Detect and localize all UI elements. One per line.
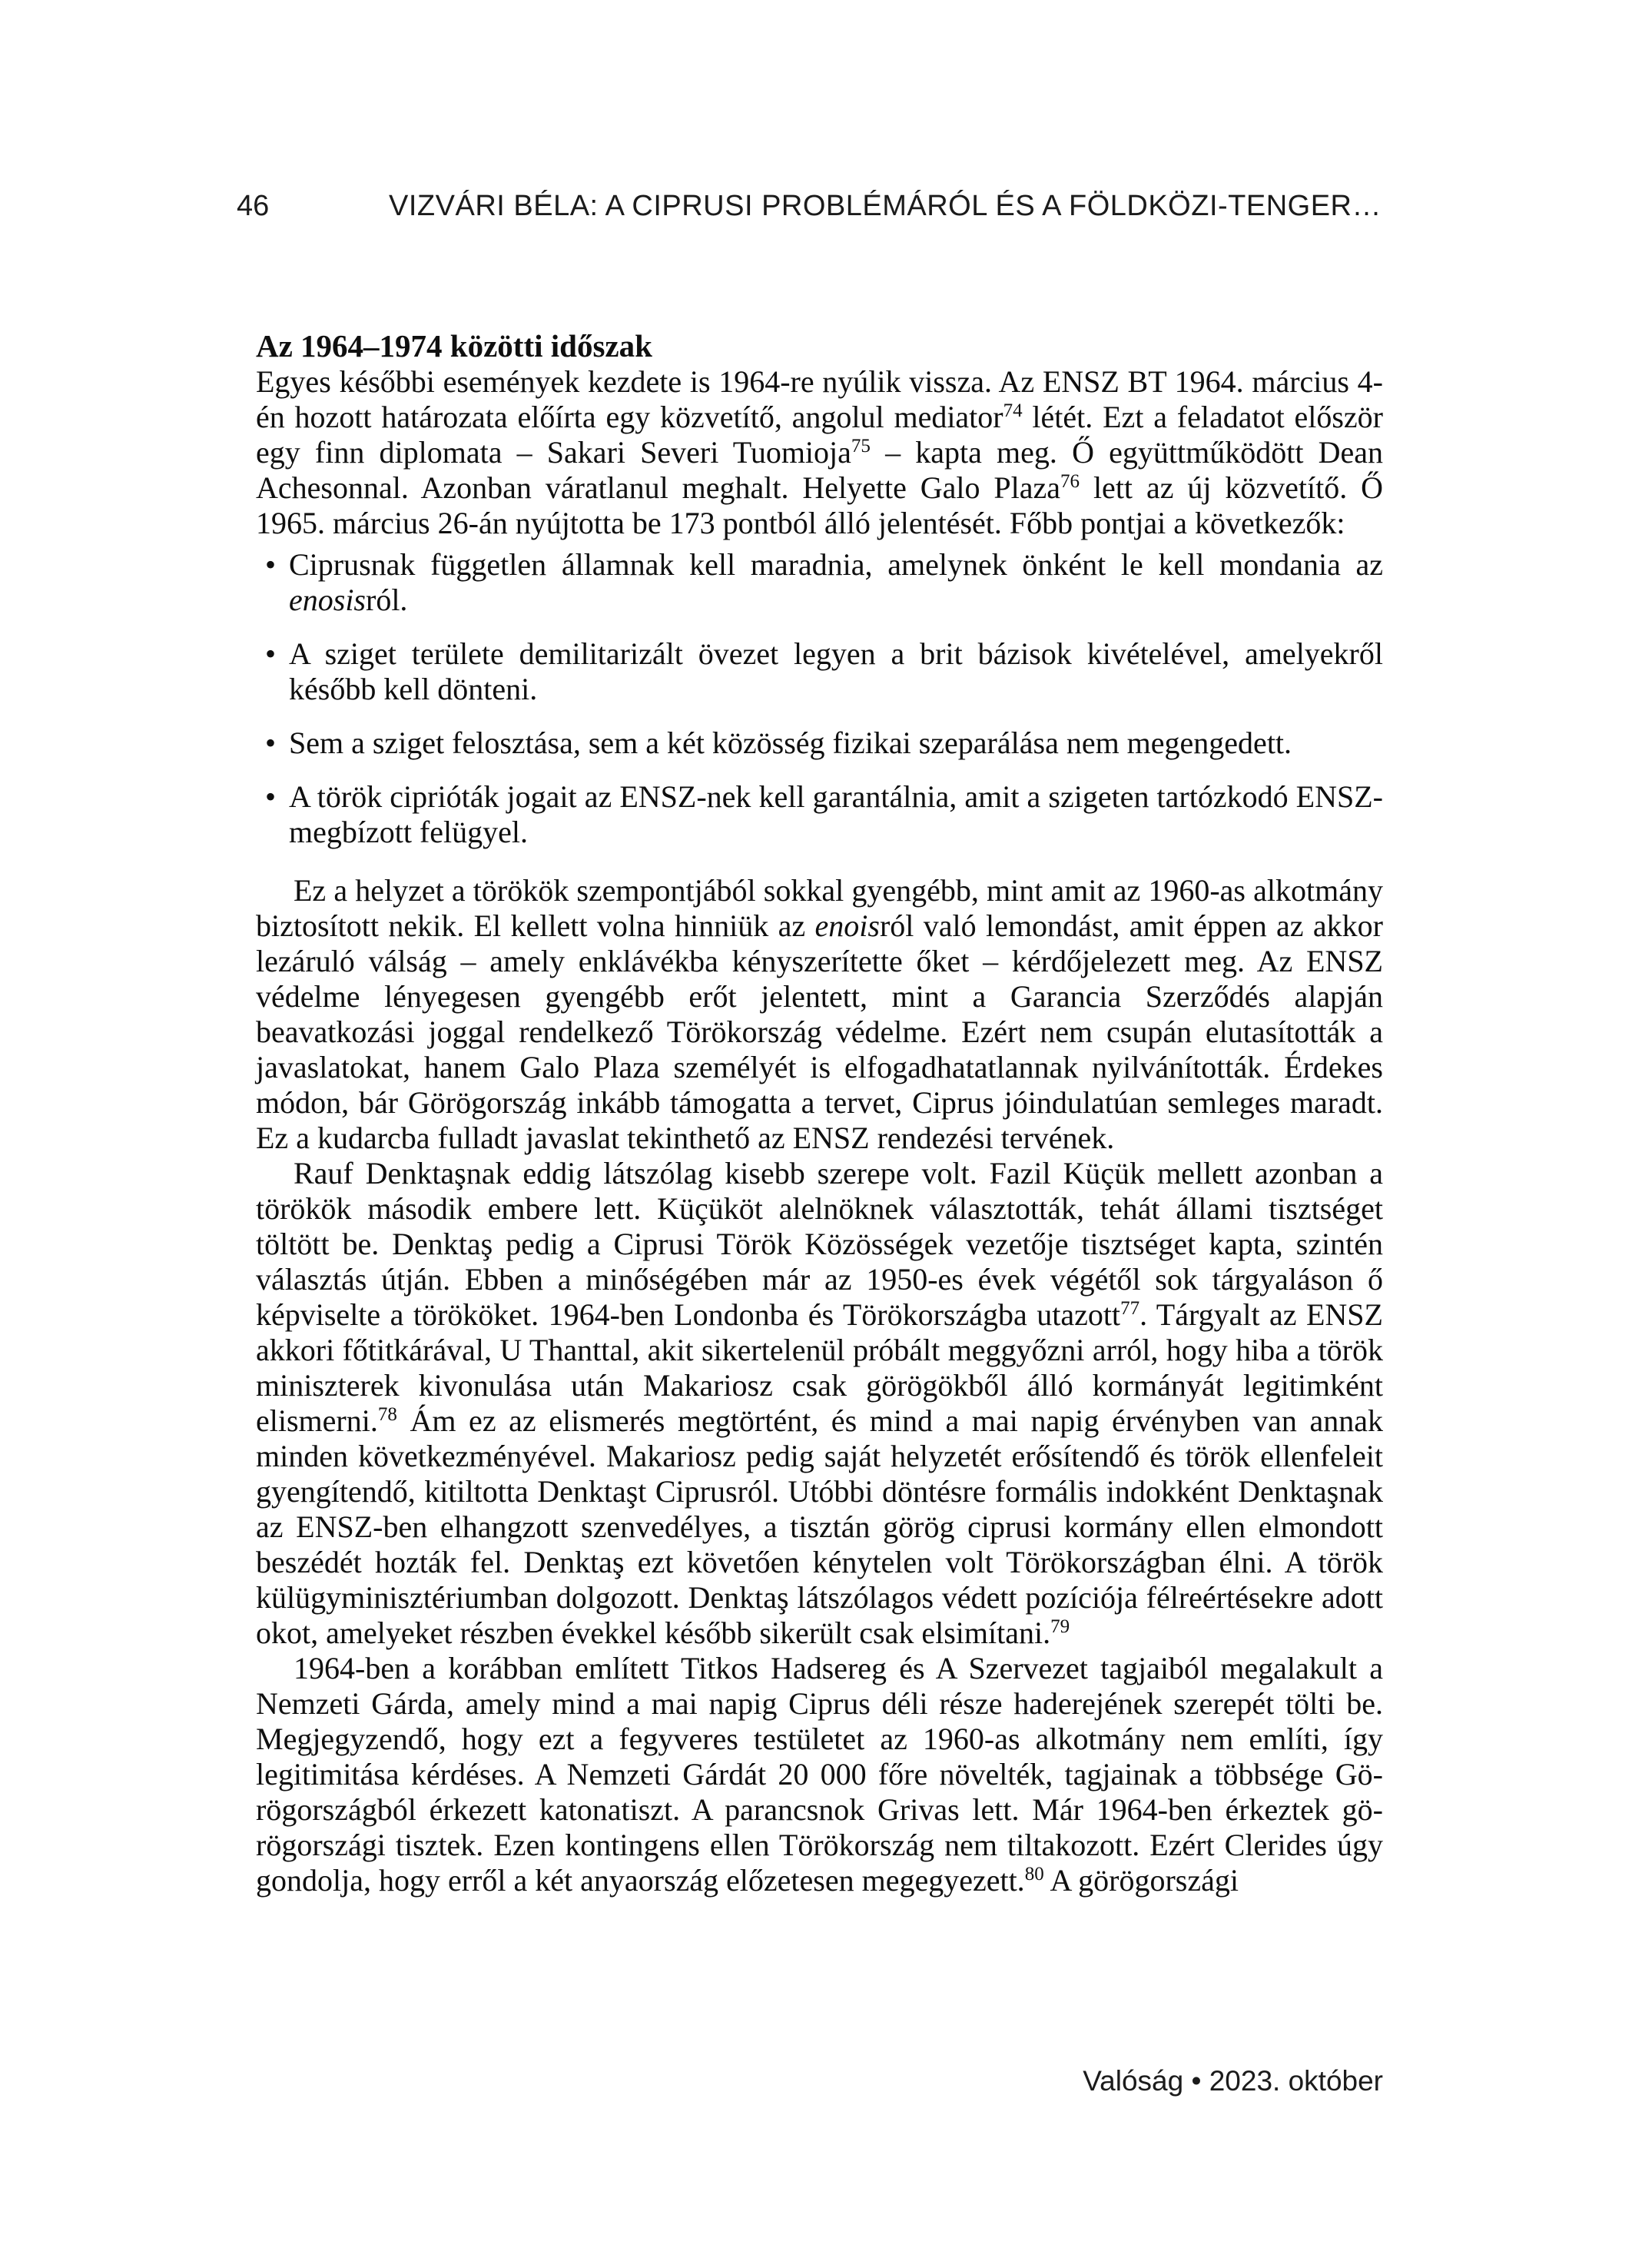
journal-issue-label: Valóság • 2023. október xyxy=(1083,2065,1383,2097)
text-run: ról való lemondást, amit éppen az akkor lezáruló válság – amely enklávékba kényszerítette őket – kérdőjelezett meg. Az ENSZ védelme lényegesen gyengébb erőt jelentett, mint a Garancia Szerződés alapján beavatkozási joggal rendelkező Törökország védelme. Ezért nem csupán elutasították a javaslatokat, hanem Galo Plaza személyét is elfogadhatatlannak nyilvánították. Érdekes módon, bár Görögország inkább támogatta a tervet, Ciprus jóindulatúan semleges maradt. Ez a kudarcba fulladt javaslat tekinthető az ENSZ rendezési tervének. xyxy=(256,908,1383,1155)
text-run: 1964-ben a korábban említett Titkos Hadsereg és A Szervezet tagjaiból megalakult a Nemzeti Gárda, amely mind a mai napig Ciprus déli része haderejének szerepét tölti be. Megjegyzendő, hogy ezt a fegyveres testületet az 1960-as alkotmány nem említi, így legitimitása kérdéses. A Nemzeti Gárdát 20 000 főre növelték, tagjainak a többsége Görögországból érkezett katonatiszt. A parancsnok Grivas lett. Már 1964-ben érkeztek görögországi tisztek. Ezen kontingens ellen Törökország nem tiltakozott. Ezért Clerides úgy gondolja, hogy erről a két anyaország előzetesen megegyezett. xyxy=(256,1651,1383,1898)
footnote-ref-75: 75 xyxy=(851,436,871,457)
text-run: . Tárgyalt az ENSZ akkori főtitkárával, U Thanttal, akit sikertelenül próbált meggyőzni arról, hogy hiba a török miniszterek kivonulása után Makariosz csak görögökből álló kormányát legitimként elismerni. xyxy=(256,1297,1383,1438)
text-run: – kapta meg. Ő együttműködött Dean Achesonnal. Azonban váratlanul meghalt. Helyette Galo Plaza xyxy=(256,435,1384,505)
list-item xyxy=(256,726,1383,761)
footnote-ref-80: 80 xyxy=(1024,1864,1044,1884)
italic-term: enois xyxy=(814,908,880,943)
bullet-list xyxy=(256,547,1383,850)
text-run: A török ciprióták jogait az ENSZ-nek kell garantálnia, amit a szigeten tartózkodó ENSZ-megbízott felügyel. xyxy=(289,779,1383,849)
footnote-ref-76: 76 xyxy=(1060,471,1080,492)
bullet-icon: • xyxy=(265,779,277,814)
text-run: Rauf Denktaşnak eddig látszólag kisebb szerepe volt. Fazil Küçük mellett azonban a törökök második embere lett. Küçüköt alelnöknek választották, tehát állami tisztséget töltött be. Denktaş pedig a Ciprusi Török Közösségek vezetője tisztséget kapta, szintén választás útján. Ebben a minőségében már az 1950-es évek végétől sok tárgyaláson ő képviselte a törököket. 1964-ben Londonba és Törökországba utazott xyxy=(256,1156,1383,1332)
paragraph-national-guard xyxy=(256,1651,1383,1898)
bullet-icon: • xyxy=(265,726,277,760)
text-run: A görögországi xyxy=(1043,1863,1239,1898)
bullet-icon: • xyxy=(265,547,277,582)
paragraph-intro xyxy=(256,364,1383,541)
text-run: Ciprusnak független államnak kell maradnia, amelynek önként le kell mondania az xyxy=(289,547,1383,582)
section-title: Az 1964–1974 közötti időszak xyxy=(256,328,652,364)
journal-footer xyxy=(1083,2064,1383,2098)
running-title: VIZVÁRI BÉLA: A CIPRUSI PROBLÉMÁRÓL ÉS A FÖLDKÖZI-TENGER… xyxy=(389,190,1382,222)
text-run: Egyes későbbi események kezdete is 1964-re nyúlik vissza. Az ENSZ BT 1964. március 4-én hozott határozata előírta egy közvetítő, angolul mediator xyxy=(256,364,1383,434)
text-run: Ám ez az elismerés megtörtént, és mind a mai napig érvényben van annak minden következményével. Makariosz pedig saját helyzetét erősítendő és török ellenfeleit gyengítendő, kitiltotta Denktaşt Ciprusról. Utóbbi döntésre formális indokként Denktaşnak az ENSZ-ben elhangzott szenvedélyes, a tisztán görög ciprusi kormány ellen elmondott beszédét hozták fel. Denktaş ezt követően kénytelen volt Törökországban élni. A török külügyminisztériumban dolgozott. Denktaş látszólagos védett pozíciója félreértésekre adott okot, amelyeket részben évekkel később sikerült csak elsimítani. xyxy=(256,1403,1383,1650)
text-run: lett az új közvetítő. Ő 1965. március 26-án nyújtotta be 173 pontból álló jelentését. Főbb pontjai a következők: xyxy=(256,470,1383,540)
list-item xyxy=(256,547,1383,618)
article-body xyxy=(256,327,1383,1898)
text-run: Sem a sziget felosztása, sem a két közösség fizikai szeparálása nem megengedett. xyxy=(289,726,1292,760)
text-run: Ez a helyzet a törökök szempontjából sokkal gyengébb, mint amit az 1960-as alkotmány biztosított nekik. El kellett volna hinniük az xyxy=(256,873,1383,943)
paragraph-weakness xyxy=(256,873,1383,1156)
text-run: létét. Ezt a feladatot először egy finn diplomata – Sakari Severi Tuomioja xyxy=(256,400,1383,470)
list-item xyxy=(256,636,1383,707)
footnote-ref-77: 77 xyxy=(1120,1298,1140,1319)
page-number: 46 xyxy=(237,190,270,222)
paragraph-denktas xyxy=(256,1156,1383,1651)
italic-term: enosis xyxy=(289,583,366,617)
text-run: A sziget területe demilitarizált övezet legyen a brit bázisok kivételével, amelyekről később kell dönteni. xyxy=(289,636,1383,706)
list-item xyxy=(256,779,1383,850)
footnote-ref-78: 78 xyxy=(377,1404,397,1425)
footnote-ref-74: 74 xyxy=(1003,400,1023,421)
bullet-icon: • xyxy=(265,636,277,671)
footnote-ref-79: 79 xyxy=(1050,1616,1070,1637)
running-head xyxy=(0,189,1632,227)
text-run: ról. xyxy=(366,583,408,617)
